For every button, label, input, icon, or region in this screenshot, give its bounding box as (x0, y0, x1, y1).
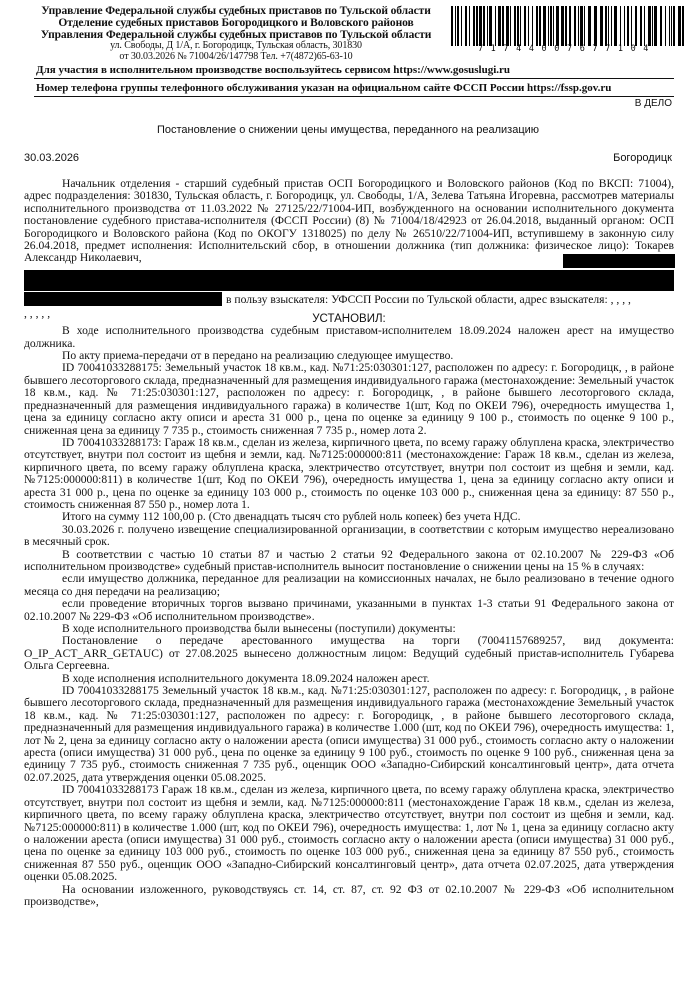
body-paragraph: ID 70041033288173: Гараж 18 кв.м., сделан из железа, кирпичного цвета, по всему гаражу облуплена краска, электричество отсутствует, внутри пол состоит из щебня и земли, кад. №7125:000000:811 (местонахождение: Гараж 18 кв.м., сделан из железа, кирпичного цвета, по всему гаражу облуплена краска, электричество отсутствует, внутри пол состоит из щебня и земли, кад. №7125:000000:811) в количестве 1(шт, Код по ОКЕИ 796), очередность имущества 1, цена за единицу согласно акту описи и ареста 31 000 р., цена по оценке за единицу 103 000 р., стоимость по оценке 103 000 р., сниженная цена за единицу: 87 550 р., стоимость сниженная 87 550 р., номер лота 1. (24, 435, 674, 511)
phone-notice: Номер телефона группы телефонного обслуживания указан на официальном сайте ФССП России https://fssp.gov.ru (36, 82, 612, 94)
v-delo-mark: В ДЕЛО (634, 98, 672, 109)
header-address: ул. Свободы, Д 1/А, г. Богородицк, Тульская область, 301830 (110, 40, 362, 51)
body-paragraph: На основании изложенного, руководствуясь ст. 14, ст. 87, ст. 92 ФЗ от 02.10.2007 № 229-ФЗ «Об исполнительном производстве», (24, 882, 674, 908)
header-line-1: Управление Федеральной службы судебных приставов по Тульской области (41, 5, 431, 17)
barcode-number: 71744007677104 (477, 44, 657, 54)
body-paragraph: В ходе исполнительного производства были вынесены (поступили) документы: (62, 622, 456, 635)
body-paragraph: если проведение вторичных торгов вызвано причинами, указанными в пунктах 1-3 статьи 91 Федерального закона от 02.10.2007 № 229-ФЗ «Об исполнительном производстве». (24, 597, 674, 623)
body-paragraph: ID 70041033288175 Земельный участок 18 кв.м., кад. №71:25:030301:127, расположен по адресу: г. Богородицк, , в районе бывшего лесоторгового склада, предназначенный для размещения индивидуального гаража (местонахождение Земельный участок 18 кв.м., кад. № 71:25:030301:127, расположен по адресу: г. Богородицк, , в районе бывшего лесоторгового склада, предназначенный для размещения индивидуального гаража) в количестве 1.000 (шт, код по ОКЕИ 796), очередность имущества: 1, лот № 2, цена за единицу согласно акту о наложении ареста (описи имущества) 31 000 руб., стоимость согласно акту о наложении ареста (описи имущества) 31 000 руб., цена по оценке за единицу 9 100 руб., стоимость по оценке 9 100 руб., сниженная цена за единицу 7 735 руб., стоимость сниженная 7 735 руб., оценщик ООО «Западно-Сибирский консалтинговый центр», дата отчета 02.07.2025, дата утверждения оценки 05.08.2025. (24, 684, 674, 784)
body-paragraph: В ходе исполнительного производства судебным приставом-исполнителем 18.09.2024 наложен арест на имущество должника. (24, 324, 674, 350)
divider (34, 96, 674, 97)
payee-line: в пользу взыскателя: УФССП России по Тульской области, адрес взыскателя: , , , , (226, 293, 631, 306)
gosuslugi-notice: Для участия в исполнительном производстве воспользуйтесь сервисом https://www.gosuslugi.ru (36, 64, 511, 76)
body-paragraph: По акту приема-передачи от в передано на реализацию следующее имущество. (62, 349, 454, 363)
header-line-3: Управления Федеральной службы судебных приставов по Тульской области (40, 29, 432, 41)
redaction-bar (563, 254, 675, 268)
body-paragraph: 30.03.2026 г. получено извещение специализированной организации, в соответствии с которым имущество нереализовано в месячный срок. (24, 522, 674, 549)
redaction-bar (24, 292, 222, 306)
payee-address-cont: , , , , , (24, 307, 51, 320)
body-paragraph: Итого на сумму 112 100,00 р. (Сто двенадцать тысяч сто рублей ноль копеек) без учета НДС. (62, 510, 521, 524)
body-paragraph: ID 70041033288173 Гараж 18 кв.м., сделан из железа, кирпичного цвета, по всему гаражу облуплена краска, электричество отсутствует, внутри пол состоит из щебня и земли, кад. №7125:000000:811 (местонахождение Гараж 18 кв.м., сделан из железа, кирпичного цвета, по всему гаражу облуплена краска, электричество отсутствует, внутри пол состоит из щебня и земли, кад. №7125:000000:811) в количестве 1.000 (шт, код по ОКЕИ 796), очередность имущества: 1, лот № 1, цена за единицу согласно акту о наложении ареста (описи имущества) 31 000 руб., стоимость согласно акту о наложении ареста (описи имущества) 31 000 руб., цена по оценке за единицу 103 000 руб., стоимость по оценке 103 000 руб., сниженная цена за единицу 87 550 руб., стоимость сниженная 87 550 руб., оценщик ООО «Западно-Сибирский консалтинговый центр», дата отчета 02.07.2025, дата утверждения оценки 05.08.2025. (24, 783, 674, 884)
document-title: Постановление о снижении цены имущества, переданного на реализацию (156, 124, 540, 136)
issuer-header (36, 5, 436, 62)
redaction-bar (24, 270, 674, 291)
body-paragraph: если имущество должника, переданное для реализации на комиссионных началах, не было реализовано в течение одного месяца со дня передачи на реализацию; (24, 572, 674, 598)
document-city: Богородицк (613, 152, 672, 164)
body-paragraph: В ходе исполнения исполнительного документа 18.09.2024 наложен арест. (62, 671, 430, 685)
header-line-2: Отделение судебных приставов Богородицкого и Воловского районов (58, 17, 414, 29)
barcode (449, 6, 685, 46)
header-date-phone: от 30.03.2026 № 71004/26/147798 Тел. +7(4872)65-63-10 (119, 50, 353, 62)
body-paragraph: ID 70041033288175: Земельный участок 18 кв.м., кад. №71:25:030301:127, расположен по адресу: г. Богородицк, , в районе бывшего лесоторгового склада, предназначенный для размещения индивидуального гаража (местонахождение: Земельный участок 18 кв.м., кад. № 71:25:030301:127, расположен по адресу: г. Богородицк, , в районе бывшего лесоторгового склада, предназначенный для размещения индивидуального гаража) в количестве 1(шт, Код по ОКЕИ 796), очередность имущества 1, цена за единицу согласно акту описи и ареста 31 000 р., цена по оценке за единицу 9 100 р., стоимость по оценке 9 100 р., сниженная цена за единицу 7 735 р., стоимость сниженная 7 735 р., номер лота 2. (24, 361, 674, 437)
body-paragraph: Постановление о передаче арестованного имущества на торги (70041157689257, вид документа: O_IP_ACT_ARR_GETAUC) от 27.08.2025 вынесено должностным лицом: Ведущий судебный пристав-исполнитель Губарева Ольга Сергеевна. (24, 634, 674, 673)
divider (34, 78, 674, 79)
body-paragraph: В соответствии с частью 10 статьи 87 и частью 2 статьи 92 Федерального закона от 02.10.2007 № 229-ФЗ «Об исполнительном производстве» судебный пристав-исполнитель выносит постановление о снижении цены на 15 % в случаях: (24, 547, 674, 573)
ustanovil-heading: УСТАНОВИЛ: (312, 312, 386, 325)
document-date: 30.03.2026 (24, 152, 80, 164)
intro-paragraph: Начальник отделения - старший судебный пристав ОСП Богородицкого и Воловского районов (Код по ВКСП: 71004), адрес подразделения: 301830, Тульская область, г. Богородицк, ул. Свободы, 1/А, Зелева Татьяна Игоревна, рассмотрев материалы исполнительного производства от 11.03.2022 № 27125/22/71004-ИП, возбужденного на основании исполнительного документа постановление судебного пристава-исполнителя (ФССП России) (8) № 71004/18/42923 от 26.04.2018, выданный органом: ОСП Богородицкого и Воловского района (Код по ОКОГУ 1318025) по делу № 26510/22/71004-ИП, вступившему в законную силу 26.04.2018, предмет исполнения: Исполнительский сбор, в отношении должника (тип должника: физическое лицо): Токарев Александр Николаевич, (24, 177, 674, 265)
